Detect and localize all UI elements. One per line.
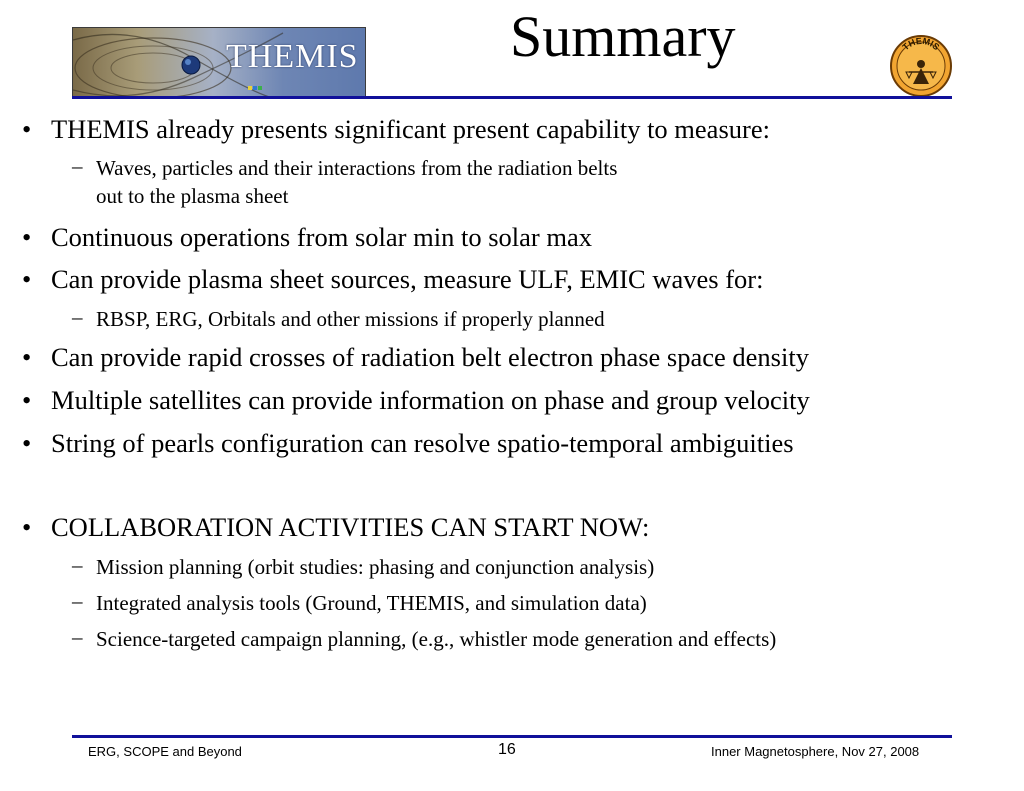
footer-left-text: ERG, SCOPE and Beyond bbox=[88, 744, 242, 759]
seal-text: THEMIS bbox=[900, 35, 942, 53]
dash-icon: – bbox=[72, 553, 83, 577]
bullet-icon: • bbox=[22, 264, 32, 294]
bullet-text: THEMIS already presents significant present capability to measure: bbox=[51, 114, 770, 144]
bullet-icon: • bbox=[22, 512, 32, 542]
bullet-icon: • bbox=[22, 342, 32, 372]
bullet-icon: • bbox=[22, 385, 32, 415]
bullet-text: Can provide rapid crosses of radiation belt electron phase space density bbox=[51, 342, 809, 372]
themis-logo-banner bbox=[72, 27, 366, 99]
page-number: 16 bbox=[498, 741, 516, 758]
bullet-icon: • bbox=[22, 114, 32, 144]
header-rule bbox=[72, 96, 952, 99]
sub-bullet-text: RBSP, ERG, Orbitals and other missions if properly planned bbox=[96, 307, 605, 331]
page-title: Summary bbox=[510, 4, 736, 69]
sub-bullet-text: Mission planning (orbit studies: phasing and conjunction analysis) bbox=[96, 555, 655, 579]
sub-bullet-text: Waves, particles and their interactions from the radiation belts bbox=[96, 156, 618, 180]
bullet-text: String of pearls configuration can resolve spatio-temporal ambiguities bbox=[51, 428, 794, 458]
logo-text: THEMIS bbox=[226, 38, 359, 75]
sub-bullet-text: Integrated analysis tools (Ground, THEMIS, and simulation data) bbox=[96, 591, 647, 615]
bullet-icon: • bbox=[22, 222, 32, 252]
dash-icon: – bbox=[72, 625, 83, 649]
sub-bullet-text: Science-targeted campaign planning, (e.g., whistler mode generation and effects) bbox=[96, 627, 777, 651]
dash-icon: – bbox=[72, 589, 83, 613]
bullet-text: Can provide plasma sheet sources, measure ULF, EMIC waves for: bbox=[51, 264, 764, 294]
bullet-text: Continuous operations from solar min to solar max bbox=[51, 222, 592, 252]
themis-seal-icon bbox=[889, 34, 953, 98]
dash-icon: – bbox=[72, 154, 83, 178]
dash-icon: – bbox=[72, 305, 83, 329]
sub-bullet-text: out to the plasma sheet bbox=[96, 184, 289, 208]
bullet-text: Multiple satellites can provide information on phase and group velocity bbox=[51, 385, 810, 415]
bullet-text: COLLABORATION ACTIVITIES CAN START NOW: bbox=[51, 512, 650, 542]
footer-rule bbox=[72, 735, 952, 738]
footer-right-text: Inner Magnetosphere, Nov 27, 2008 bbox=[711, 744, 920, 759]
bullet-icon: • bbox=[22, 428, 32, 458]
